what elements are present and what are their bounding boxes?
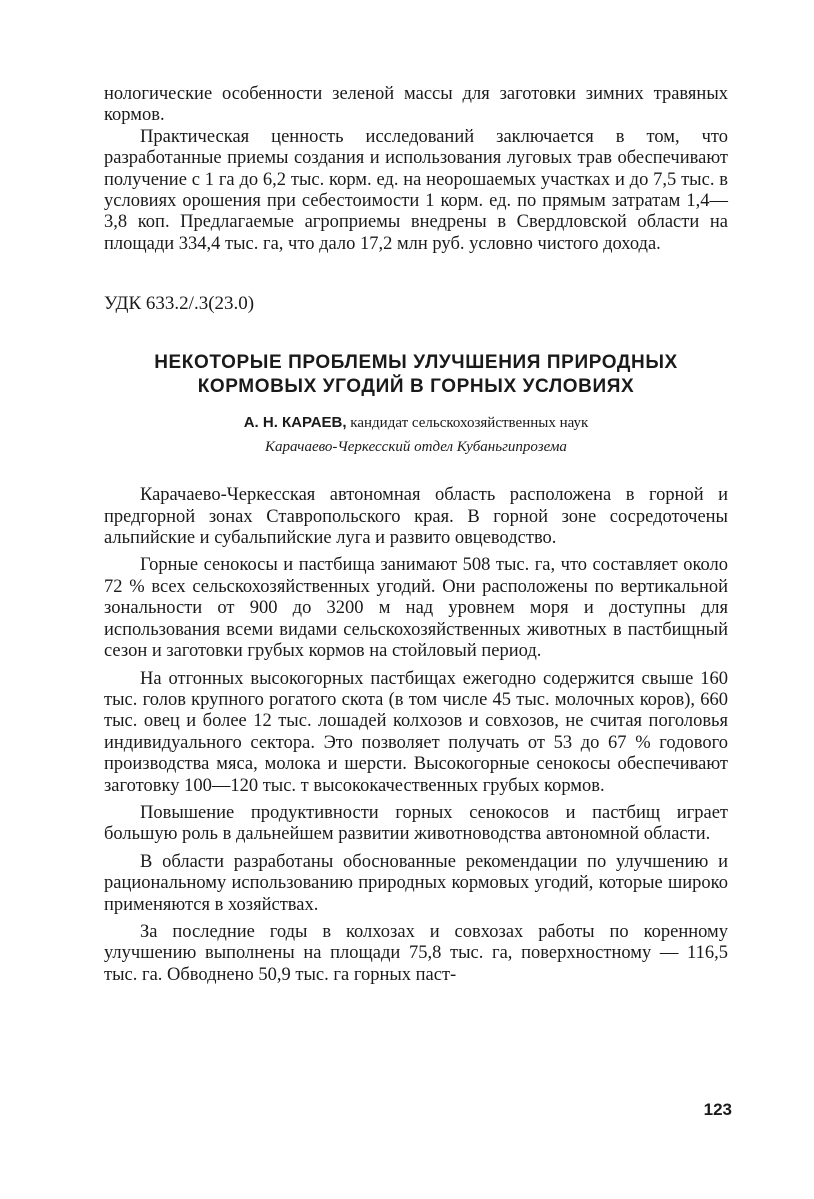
body-paragraph-1: Карачаево-Черкесская автономная область расположена в горной и предгорной зонах Ставропольского края. В горной зоне сосредоточены альпийские и субальпийские луга и развито овцеводство. [104,485,728,549]
body-paragraph-4: Повышение продуктивности горных сенокосов и пастбищ играет большую роль в дальнейшем развитии животноводства автономной области. [104,802,728,845]
author-line [104,413,728,433]
practical-value-paragraph: Практическая ценность исследований заключается в том, что разработанные приемы создания и использования луговых трав обеспечивают получение с 1 га до 6,2 тыс. корм. ед. на неорошаемых участках и до 7,5 тыс. в условиях орошения при себестоимости 1 корм. ед. по прямым затратам 1,4—3,8 коп. Предлагаемые агроприемы внедрены в Свердловской области на площади 334,4 тыс. га, что дало 17,2 млн руб. условно чистого дохода. [104,126,728,254]
author-degree: кандидат сельскохозяйственных наук [350,415,589,432]
body-paragraph-5: В области разработаны обоснованные рекомендации по улучшению и рациональному использованию природных кормовых угодий, которые широко применяются в хозяйствах. [104,851,728,915]
book-page [104,84,728,986]
article-title-line-2: КОРМОВЫХ УГОДИЙ В ГОРНЫХ УСЛОВИЯХ [197,376,635,398]
article-title [104,351,728,399]
udc-code: УДК 633.2/.3(23.0) [104,293,255,315]
author-name: А. Н. КАРАЕВ, [243,414,347,432]
page-number: 123 [703,1100,732,1119]
body-paragraph-3: На отгонных высокогорных пастбищах ежегодно содержится свыше 160 тыс. голов крупного рогатого скота (в том числе 45 тыс. молочных коров), 660 тыс. овец и более 12 тыс. лошадей колхозов и совхозов, не считая поголовья индивидуального сектора. Это позволяет получать от 53 до 67 % годового производства мяса, молока и шерсти. Высокогорные сенокосы обеспечивают заготовку 100—120 тыс. т высококачественных грубых кормов. [104,668,728,796]
body-paragraph-2: Горные сенокосы и пастбища занимают 508 тыс. га, что составляет около 72 % всех сельскохозяйственных угодий. Они расположены по вертикальной зональности от 900 до 3200 м над уровнем моря и доступны для использования всеми видами сельскохозяйственных животных в пастбищный сезон и заготовки грубых кормов на стойловый период. [104,555,728,662]
article-title-line-1: НЕКОТОРЫЕ ПРОБЛЕМЫ УЛУЧШЕНИЯ ПРИРОДНЫХ [154,352,678,374]
body-paragraph-6: За последние годы в колхозах и совхозах работы по коренному улучшению выполнены на площади 75,8 тыс. га, поверхностному — 116,5 тыс. га. Обводнено 50,9 тыс. га горных паст- [104,921,728,985]
continued-paragraph: нологические особенности зеленой массы для заготовки зимних травяных кормов. [104,84,728,126]
author-affiliation: Карачаево-Черкесский отдел Кубаньгипрозема [265,439,567,456]
article-body [104,485,728,986]
